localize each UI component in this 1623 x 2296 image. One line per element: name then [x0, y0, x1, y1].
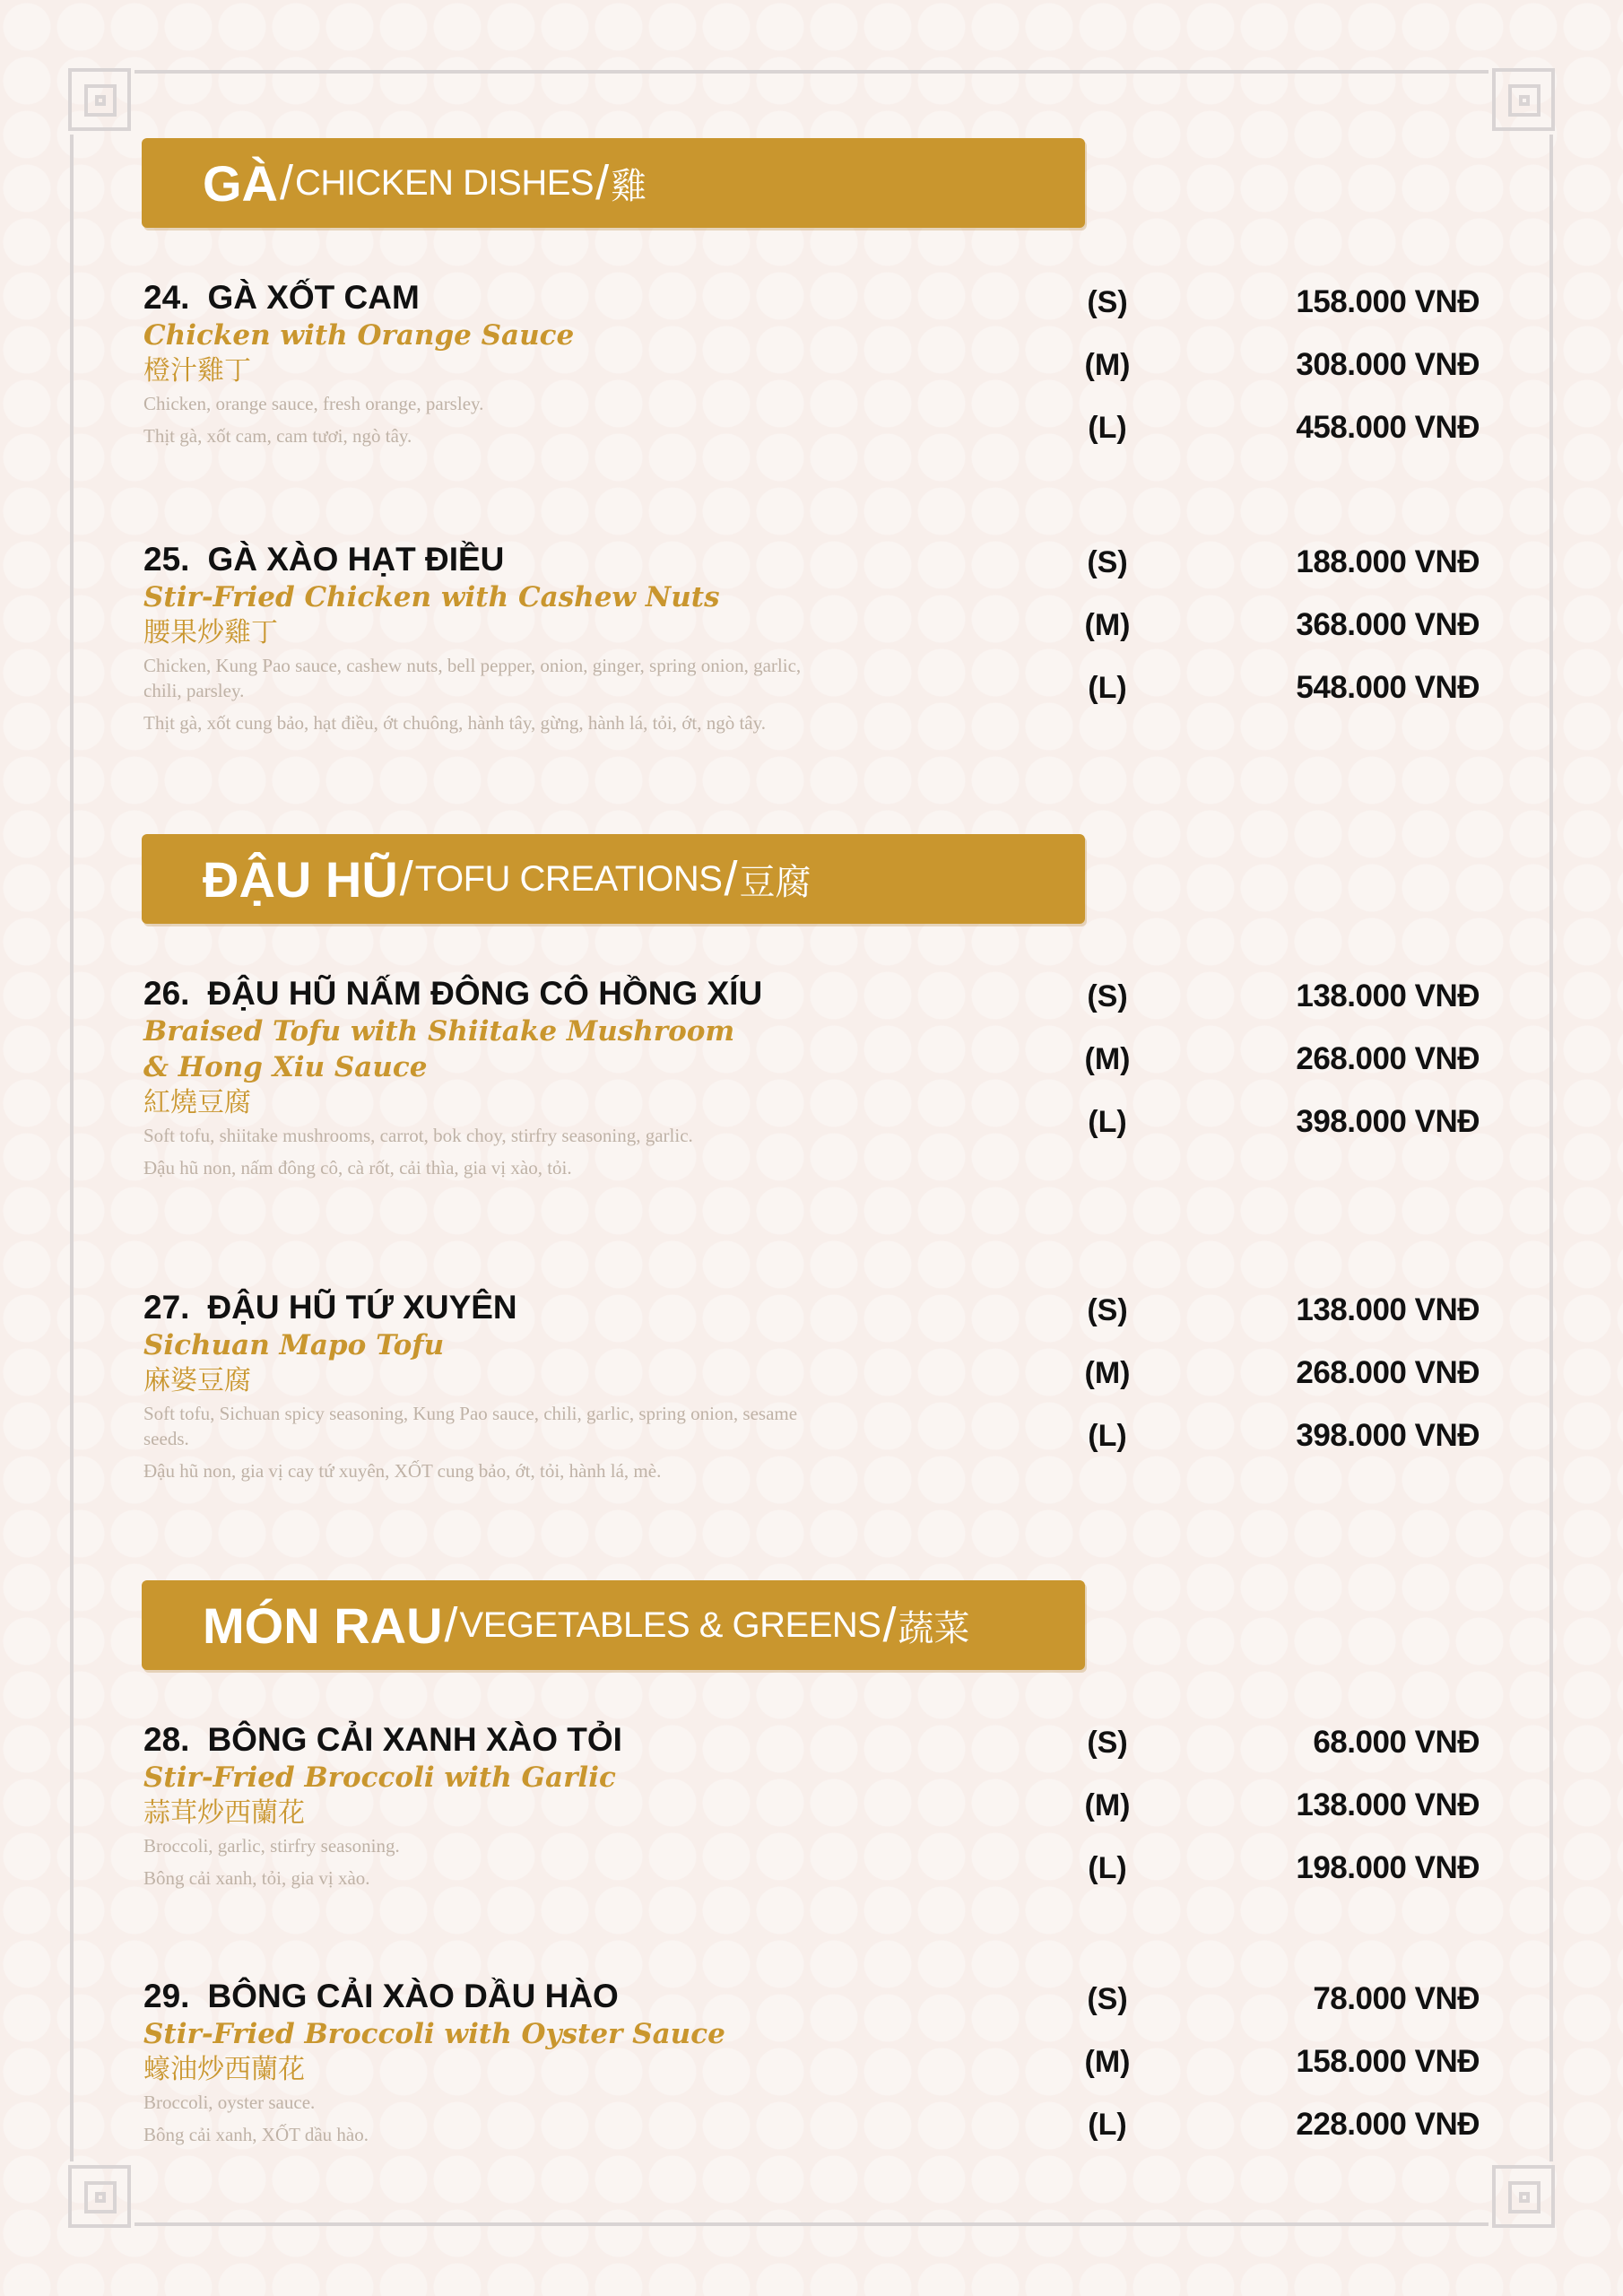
size-label: (M): [1084, 1787, 1131, 1822]
price-amount: 548.000 VNĐ: [1296, 670, 1480, 705]
item-description-vn: Thịt gà, xốt cung bảo, hạt điều, ớt chuông, hành tây, gừng, hành lá, tỏi, ớt, ngò tây.: [143, 712, 766, 734]
item-description-en: Broccoli, garlic, stirfry seasoning.: [143, 1835, 400, 1857]
price-row: [1067, 1711, 1480, 1774]
frame-corner-ornament: [1492, 68, 1555, 131]
item-name-zh: 紅燒豆腐: [143, 1088, 251, 1118]
item-name-vn: ĐẬU HŨ NẤM ĐÔNG CÔ HỒNG XÍU: [207, 975, 763, 1012]
frame-corner-ornament: [68, 68, 131, 131]
size-label: (M): [1084, 607, 1131, 642]
price-amount: 68.000 VNĐ: [1313, 1725, 1480, 1760]
price-amount: 308.000 VNĐ: [1296, 347, 1480, 382]
item-name-vn: ĐẬU HŨ TỨ XUYÊN: [207, 1289, 517, 1326]
item-number: 27.: [143, 1289, 190, 1326]
item-description-vn: Đậu hũ non, nấm đông cô, cà rốt, cải thìa, gia vị xào, tỏi.: [143, 1157, 572, 1178]
price-amount: 158.000 VNĐ: [1296, 284, 1480, 319]
section-header-tofu: [142, 834, 1085, 924]
section-header-chicken: [142, 138, 1085, 228]
price-row: [1067, 2093, 1480, 2156]
section-title-zh: 蔬菜: [898, 1608, 970, 1648]
price-row: [1067, 396, 1480, 459]
item-name-en: Sichuan Mapo Tofu: [143, 1329, 445, 1361]
item-number: 28.: [143, 1721, 190, 1758]
price-row: [1067, 531, 1480, 594]
price-row: [1067, 271, 1480, 334]
price-list-24: [1067, 271, 1480, 459]
price-row: [1067, 1968, 1480, 2031]
item-description-vn: Bông cải xanh, XỐT dầu hào.: [143, 2124, 369, 2145]
section-separator: /: [399, 852, 413, 906]
item-name-en: Stir-Fried Chicken with Cashew Nuts: [143, 581, 720, 613]
section-separator: /: [444, 1598, 458, 1652]
item-name-zh: 橙汁雞丁: [143, 356, 251, 386]
section-title-en: CHICKEN DISHES: [295, 162, 595, 203]
size-label: (S): [1087, 978, 1128, 1013]
price-amount: 138.000 VNĐ: [1296, 1292, 1480, 1327]
section-title-zh: 豆腐: [739, 862, 812, 902]
price-row: [1067, 334, 1480, 396]
price-amount: 368.000 VNĐ: [1296, 607, 1480, 642]
price-row: [1067, 1774, 1480, 1837]
price-row: [1067, 1091, 1480, 1153]
item-description-en: Broccoli, oyster sauce.: [143, 2092, 316, 2113]
price-row: [1067, 1837, 1480, 1900]
item-number: 26.: [143, 975, 190, 1012]
size-label: (M): [1084, 1355, 1131, 1390]
size-label: (L): [1088, 1850, 1127, 1885]
price-list-27: [1067, 1279, 1480, 1467]
size-label: (S): [1087, 284, 1128, 319]
price-row: [1067, 594, 1480, 657]
item-number: 29.: [143, 1978, 190, 2014]
price-list-29: [1067, 1968, 1480, 2156]
item-name-vn: GÀ XỐT CAM: [207, 279, 420, 316]
price-amount: 138.000 VNĐ: [1296, 978, 1480, 1013]
size-label: (S): [1087, 1292, 1128, 1327]
price-amount: 78.000 VNĐ: [1313, 1981, 1480, 2016]
item-description-en: Soft tofu, Sichuan spicy seasoning, Kung Pao sauce, chili, garlic, spring onion, sesame seeds.: [143, 1403, 798, 1449]
size-label: (M): [1084, 1041, 1131, 1076]
size-label: (L): [1088, 1418, 1127, 1453]
price-amount: 268.000 VNĐ: [1296, 1355, 1480, 1390]
price-amount: 228.000 VNĐ: [1296, 2107, 1480, 2142]
item-name-vn: GÀ XÀO HẠT ĐIỀU: [207, 541, 505, 578]
price-amount: 158.000 VNĐ: [1296, 2044, 1480, 2079]
price-row: [1067, 1028, 1480, 1091]
item-description-en: Chicken, orange sauce, fresh orange, parsley.: [143, 393, 484, 414]
section-title-vn: GÀ: [203, 154, 278, 212]
price-list-26: [1067, 965, 1480, 1153]
size-label: (L): [1088, 2107, 1127, 2142]
item-name-zh: 麻婆豆腐: [143, 1366, 251, 1396]
item-name-zh: 腰果炒雞丁: [143, 618, 278, 648]
price-amount: 398.000 VNĐ: [1296, 1104, 1480, 1139]
item-name-en: Chicken with Orange Sauce: [143, 319, 575, 352]
price-row: [1067, 1279, 1480, 1342]
frame-right-border: [1549, 135, 1553, 2161]
section-separator: /: [595, 156, 610, 210]
item-name-zh: 蠔油炒西蘭花: [143, 2055, 305, 2084]
price-amount: 198.000 VNĐ: [1296, 1850, 1480, 1885]
price-list-25: [1067, 531, 1480, 719]
price-amount: 188.000 VNĐ: [1296, 544, 1480, 579]
item-name-en: Stir-Fried Broccoli with Oyster Sauce: [143, 2018, 725, 2050]
price-row: [1067, 1342, 1480, 1405]
section-separator: /: [280, 156, 294, 210]
price-amount: 458.000 VNĐ: [1296, 410, 1480, 445]
frame-bottom-border: [135, 2222, 1488, 2226]
frame-corner-ornament: [68, 2165, 131, 2228]
price-amount: 268.000 VNĐ: [1296, 1041, 1480, 1076]
size-label: (L): [1088, 670, 1127, 705]
section-header-vegetables: [142, 1580, 1085, 1670]
item-name-vn: BÔNG CẢI XÀO DẦU HÀO: [207, 1978, 619, 2014]
price-row: [1067, 2031, 1480, 2093]
size-label: (L): [1088, 410, 1127, 445]
item-number: 24.: [143, 279, 190, 316]
section-title-en: TOFU CREATIONS: [414, 858, 723, 899]
section-separator: /: [882, 1598, 897, 1652]
item-name-en: Stir-Fried Broccoli with Garlic: [143, 1761, 616, 1794]
size-label: (M): [1084, 347, 1131, 382]
size-label: (L): [1088, 1104, 1127, 1139]
frame-top-border: [135, 70, 1488, 74]
item-description-en: Chicken, Kung Pao sauce, cashew nuts, bell pepper, onion, ginger, spring onion, garlic, chili, parsley.: [143, 655, 802, 701]
item-number: 25.: [143, 541, 190, 578]
item-name-zh: 蒜茸炒西蘭花: [143, 1798, 305, 1828]
price-list-28: [1067, 1711, 1480, 1900]
price-row: [1067, 1405, 1480, 1467]
price-amount: 398.000 VNĐ: [1296, 1418, 1480, 1453]
item-name-vn: BÔNG CẢI XANH XÀO TỎI: [207, 1721, 622, 1758]
item-name-en: Braised Tofu with Shiitake Mushroom & Hong Xiu Sauce: [143, 1015, 735, 1083]
price-amount: 138.000 VNĐ: [1296, 1787, 1480, 1822]
section-separator: /: [724, 852, 738, 906]
item-description-vn: Bông cải xanh, tỏi, gia vị xào.: [143, 1867, 370, 1889]
price-row: [1067, 965, 1480, 1028]
item-description-vn: Thịt gà, xốt cam, cam tươi, ngò tây.: [143, 425, 412, 447]
price-row: [1067, 657, 1480, 719]
section-title-en: VEGETABLES & GREENS: [459, 1605, 881, 1645]
frame-left-border: [70, 135, 74, 2161]
section-title-vn: MÓN RAU: [203, 1596, 443, 1654]
item-description-en: Soft tofu, shiitake mushrooms, carrot, bok choy, stirfry seasoning, garlic.: [143, 1125, 693, 1146]
size-label: (S): [1087, 1725, 1128, 1760]
size-label: (S): [1087, 1981, 1128, 2016]
section-title-zh: 雞: [611, 166, 647, 206]
size-label: (M): [1084, 2044, 1131, 2079]
size-label: (S): [1087, 544, 1128, 579]
frame-corner-ornament: [1492, 2165, 1555, 2228]
item-description-vn: Đậu hũ non, gia vị cay tứ xuyên, XỐT cung bảo, ớt, tỏi, hành lá, mè.: [143, 1460, 662, 1482]
section-title-vn: ĐẬU HŨ: [203, 850, 398, 908]
